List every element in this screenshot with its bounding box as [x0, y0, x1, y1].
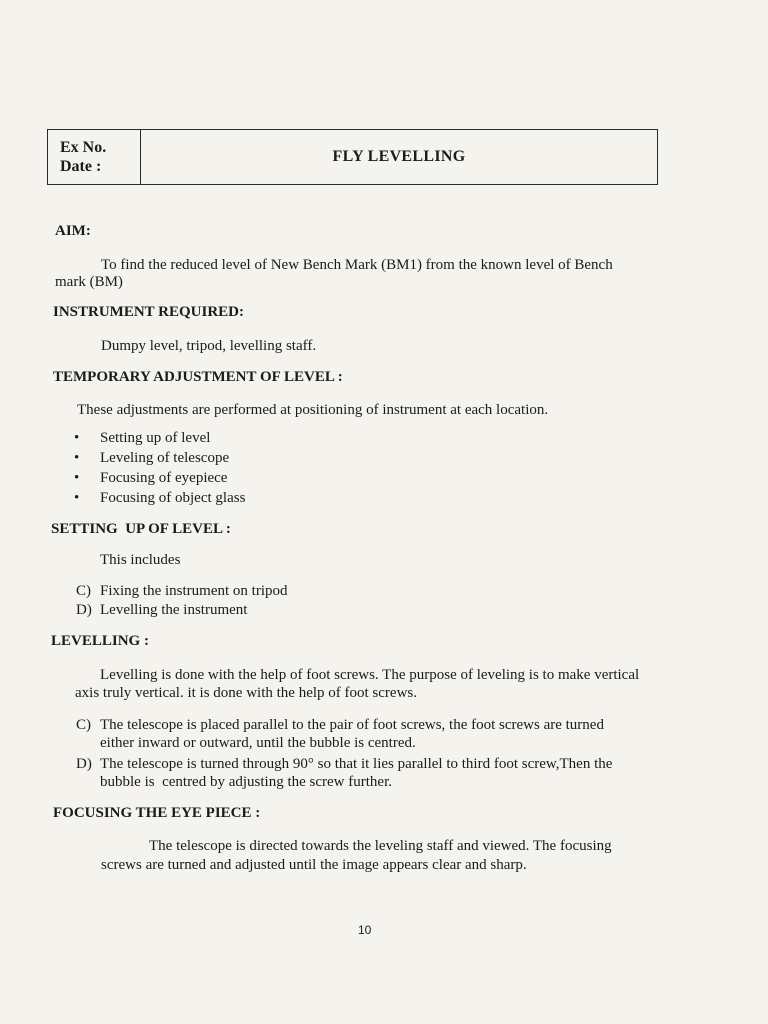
- focusing-para-line2: screws are turned and adjusted until the image appears clear and sharp.: [101, 857, 527, 873]
- list-item: • Focusing of eyepiece: [74, 470, 228, 486]
- page-number: 10: [358, 923, 372, 937]
- list-item: D) The telescope is turned through 90° so that it lies parallel to third foot screw,Then the: [76, 756, 613, 772]
- focusing-para-line1: The telescope is directed towards the leveling staff and viewed. The focusing: [149, 838, 612, 854]
- exercise-header-box: [47, 129, 658, 185]
- exercise-meta: [48, 130, 141, 184]
- bullet-icon: •: [74, 450, 80, 466]
- instrument-text: Dumpy level, tripod, levelling staff.: [101, 338, 317, 354]
- list-item: • Focusing of object glass: [74, 490, 246, 506]
- bullet-icon: •: [74, 490, 80, 506]
- aim-text-line1: To find the reduced level of New Bench Mark (BM1) from the known level of Bench: [101, 257, 613, 273]
- bullet-icon: •: [74, 470, 80, 486]
- list-item: C) Fixing the instrument on tripod: [76, 583, 288, 599]
- list-item-continuation: bubble is centred by adjusting the screw further.: [100, 774, 393, 790]
- list-item: D) Levelling the instrument: [76, 602, 248, 618]
- levelling-para-line1: Levelling is done with the help of foot screws. The purpose of leveling is to make vertical: [100, 667, 640, 683]
- instrument-heading: INSTRUMENT REQUIRED:: [53, 304, 245, 320]
- bullet-icon: •: [74, 430, 80, 446]
- aim-heading: AIM:: [55, 223, 91, 239]
- list-item: C) The telescope is placed parallel to the pair of foot screws, the foot screws are turned: [76, 717, 604, 733]
- levelling-para-line2: axis truly vertical. it is done with the help of foot screws.: [75, 685, 418, 701]
- levelling-heading: LEVELLING :: [51, 633, 149, 649]
- setting-up-intro: This includes: [100, 552, 181, 568]
- list-item: • Setting up of level: [74, 430, 211, 446]
- ex-no-label: Ex No.: [60, 139, 107, 156]
- page-title: FLY LEVELLING: [332, 148, 466, 165]
- temporary-adjustment-intro: These adjustments are performed at positioning of instrument at each location.: [77, 402, 549, 418]
- focusing-heading: FOCUSING THE EYE PIECE :: [53, 805, 261, 821]
- list-item-continuation: either inward or outward, until the bubble is centred.: [100, 735, 416, 751]
- aim-text-line2: mark (BM): [55, 274, 123, 290]
- temporary-adjustment-heading: TEMPORARY ADJUSTMENT OF LEVEL :: [53, 369, 343, 385]
- setting-up-heading: SETTING UP OF LEVEL :: [51, 521, 231, 537]
- date-label: Date :: [60, 158, 102, 175]
- list-item: • Leveling of telescope: [74, 450, 230, 466]
